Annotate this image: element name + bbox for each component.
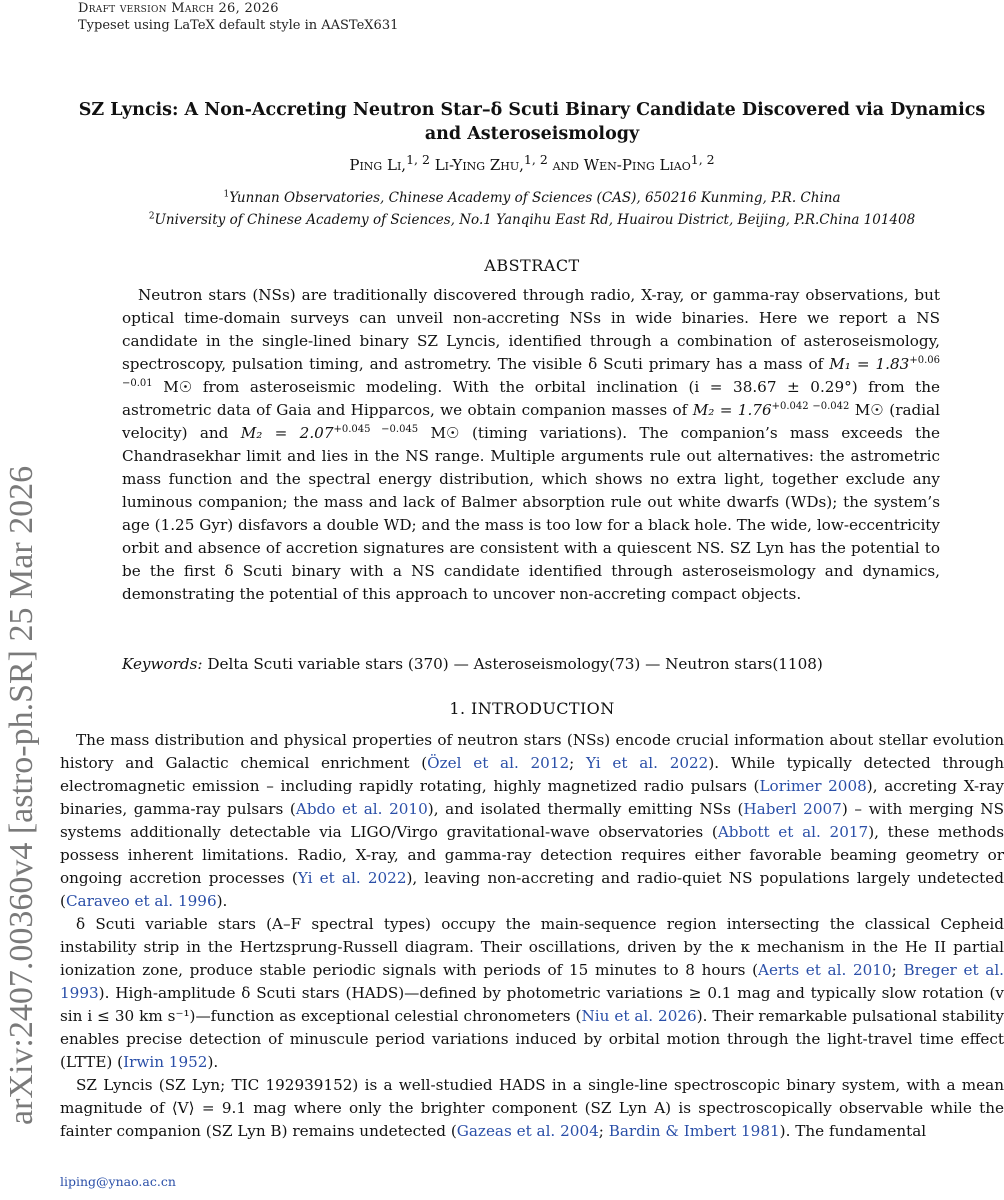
citation-link[interactable]: Yi et al. 2022: [586, 754, 709, 772]
abstract-text: M☉ from asteroseismic modeling. With the orbital inclination (i = 38.67 ± 0.29°) from the astrometric data of Gaia and Hipparcos, we obtain companion masses of: [122, 378, 941, 419]
draft-version: Draft version March 26, 2026: [78, 1, 279, 16]
intro-text: ), these methods possess inherent limitations. Radio, X-ray, and gamma-ray detection requires either favorable beaming geometry or ongoing accretion processes (: [60, 823, 1004, 887]
citation-link[interactable]: Gazeas et al. 2004: [456, 1122, 599, 1140]
intro-text: SZ Lyncis (SZ Lyn; TIC 192939152) is a well-studied HADS in a single-line spectroscopic binary system, with a mean magnitude of ⟨V⟩ = 9.1 mag where only the brighter component (SZ Lyn A) is spectroscopically observable while the fainter companion (SZ Lyn B) remains undetected (: [60, 1076, 1004, 1140]
intro-paragraph-2: [60, 913, 1004, 1074]
author-affil-marks: 1, 2: [523, 152, 548, 167]
intro-paragraph-1: [60, 729, 1004, 913]
author-list: [60, 152, 1004, 174]
abstract-body: [122, 284, 940, 606]
affiliation-text: Yunnan Observatories, Chinese Academy of Sciences (CAS), 650216 Kunming, P.R. China: [229, 190, 841, 206]
citation-link[interactable]: Abdo et al. 2010: [295, 800, 428, 818]
citation-link[interactable]: Caraveo et al. 1996: [65, 892, 217, 910]
intro-text: δ Scuti variable stars (A–F spectral types) occupy the main-sequence region intersecting the classical Cepheid instability strip in the Hertzsprung-Russell diagram. Their oscillations, driven by the κ mechanism in the He II partial ionization zone, produce stable periodic signals with periods of 15 minutes to 8 hours (: [60, 915, 1004, 979]
intro-text: ). The fundamental: [779, 1122, 927, 1140]
citation-link[interactable]: Breger et al. 1993: [60, 961, 1004, 1002]
arxiv-identifier-stamp: arXiv:2407.00360v4 [astro-ph.SR] 25 Mar 2026: [3, 465, 40, 1125]
corresponding-email-link[interactable]: liping@ynao.ac.cn: [60, 1174, 176, 1189]
author-name: Wen-Ping Liao: [583, 156, 691, 174]
introduction-body: [60, 729, 1004, 1143]
citation-link[interactable]: Abbott et al. 2017: [717, 823, 869, 841]
citation-separator: ;: [891, 961, 904, 979]
author-affil-marks: 1, 2: [690, 152, 715, 167]
affiliation-1: [60, 190, 1004, 206]
mass-m2-rv: M₂ = 1.76: [692, 401, 772, 419]
citation-link[interactable]: Lorimer 2008: [759, 777, 867, 795]
mass-m2-rv-error: +0.042 −0.042: [771, 400, 850, 412]
intro-text: ), accreting X-ray binaries, gamma-ray pulsars (: [60, 777, 1004, 818]
keywords-label: Keywords:: [122, 655, 203, 673]
mass-m1: M₁ = 1.83: [829, 355, 910, 373]
intro-text: ) – with merging NS systems additionally detectable via LIGO/Virgo gravitational-wave observatories (: [60, 800, 1004, 841]
intro-text: ). High-amplitude δ Scuti stars (HADS)—defined by photometric variations ≥ 0.1 mag and typically slow rotation (v sin i ≤ 30 km s⁻¹)—function as exceptional celestial chronometers (: [60, 984, 1004, 1025]
mass-m2-timing-error: +0.045 −0.045: [333, 423, 419, 435]
affiliation-2: [60, 212, 1004, 228]
affiliation-number: 2: [148, 211, 155, 222]
section-title: INTRODUCTION: [470, 699, 615, 718]
intro-text: ).: [216, 892, 228, 910]
author-name: Li-Ying Zhu,: [434, 156, 524, 174]
paper-title: SZ Lyncis: A Non-Accreting Neutron Star–δ Scuti Binary Candidate Discovered via Dynamics and Asteroseismology: [78, 100, 986, 144]
intro-text: ), leaving non-accreting and radio-quiet NS populations largely undetected (: [60, 869, 1004, 910]
mass-m1-error: +0.06 −0.01: [122, 354, 940, 389]
abstract-heading: ABSTRACT: [484, 256, 580, 275]
keywords: [122, 653, 940, 676]
affiliation-text: University of Chinese Academy of Sciences, No.1 Yanqihu East Rd, Huairou District, Beijing, P.R.China 101408: [154, 212, 916, 228]
intro-text: ). Their remarkable pulsational stability enables precise detection of minuscule period variations induced by orbital motion through the light-travel time effect (LTTE) (: [60, 1007, 1004, 1071]
intro-text: ). While typically detected through electromagnetic emission – including rapidly rotating, highly magnetized radio pulsars (: [60, 754, 1004, 795]
abstract-text: Neutron stars (NSs) are traditionally discovered through radio, X-ray, or gamma-ray observations, but optical time-domain surveys can unveil non-accreting NSs in wide binaries. Here we report a NS candidate in the single-lined binary SZ Lyncis, identified through a combination of asteroseismology, spectroscopy, pulsation timing, and astrometry. The visible δ Scuti primary has a mass of: [122, 286, 940, 373]
citation-link[interactable]: Özel et al. 2012: [427, 754, 570, 772]
intro-paragraph-3: [60, 1074, 1004, 1143]
citation-link[interactable]: Bardin & Imbert 1981: [608, 1122, 780, 1140]
citation-link[interactable]: Irwin 1952: [123, 1053, 208, 1071]
abstract-text: M☉ (timing variations). The companion’s mass exceeds the Chandrasekhar limit and lies in the NS range. Multiple arguments rule out alternatives: the astrometric mass function and the spectral energy distribution, which shows no extra light, together exclude any luminous companion; the mass and lack of Balmer absorption rule out white dwarfs (WDs); the system’s age (1.25 Gyr) disfavors a double WD; and the mass is too low for a black hole. The wide, low-eccentricity orbit and absence of accretion signatures are consistent with a quiescent NS. SZ Lyn has the potential to be the first δ Scuti binary with a NS candidate identified through asteroseismology and dynamics, demonstrating the potential of this approach to uncover non-accreting compact objects.: [122, 424, 941, 603]
affiliation-number: 1: [223, 189, 230, 200]
intro-text: ), and isolated thermally emitting NSs (: [427, 800, 744, 818]
intro-text: The mass distribution and physical properties of neutron stars (NSs) encode crucial information about stellar evolution history and Galactic chemical enrichment (: [60, 731, 1004, 772]
author-conjunction: and: [552, 156, 579, 174]
citation-link[interactable]: Aerts et al. 2010: [758, 961, 892, 979]
mass-m2-timing: M₂ = 2.07: [240, 424, 334, 442]
typeset-note: Typeset using LaTeX default style in AASTeX631: [78, 18, 399, 33]
author-name: Ping Li,: [349, 156, 407, 174]
citation-link[interactable]: Niu et al. 2026: [581, 1007, 697, 1025]
citation-link[interactable]: Haberl 2007: [743, 800, 842, 818]
keywords-list: Delta Scuti variable stars (370) — Asteroseismology(73) — Neutron stars(1108): [207, 655, 823, 673]
citation-separator: ;: [598, 1122, 609, 1140]
citation-separator: ;: [569, 754, 587, 772]
author-affil-marks: 1, 2: [406, 152, 430, 167]
section-number: 1.: [449, 699, 466, 718]
page-header: [78, 0, 398, 34]
section-heading: [60, 699, 1004, 718]
abstract-text: M☉ (radial velocity) and: [122, 401, 941, 442]
intro-text: ).: [207, 1053, 219, 1071]
citation-link[interactable]: Yi et al. 2022: [297, 869, 407, 887]
